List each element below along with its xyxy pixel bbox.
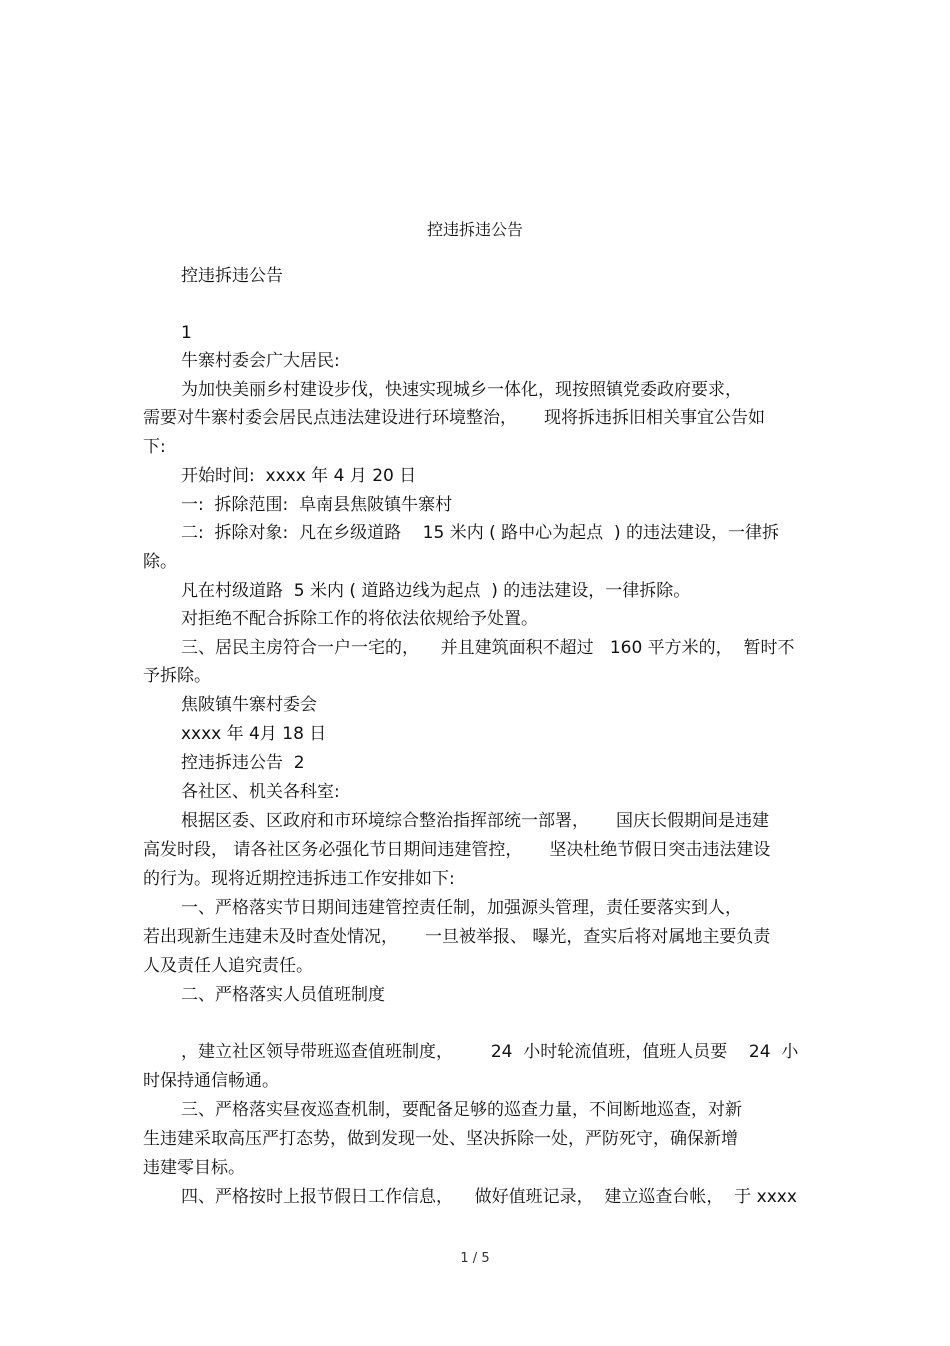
paragraph-line: 为加快美丽乡村建设步伐，快速实现城乡一体化，现按照镇党委政府要求， xyxy=(181,380,742,400)
salutation: 牛寨村委会广大居民: xyxy=(181,351,340,371)
signature-date: xxxx 年 4月 18 日 xyxy=(181,724,327,744)
paragraph-line: 生违建采取高压严打态势，做到发现一处、坚决拆除一处，严防死守，确保新增 xyxy=(143,1129,738,1149)
paragraph-line: 一、严格落实节日期间违建管控责任制，加强源头管理，责任要落实到人， xyxy=(181,898,742,918)
paragraph-line: 违建零目标。 xyxy=(143,1158,245,1178)
paragraph-line: 若出现新生违建未及时查处情况， 一旦被举报、 曝光，查实后将对属地主要负责 xyxy=(143,927,771,947)
salutation: 各社区、机关各科室: xyxy=(181,782,340,802)
paragraph-line: 凡在村级道路 5 米内 ( 道路边线为起点 ) 的违法建设，一律拆除。 xyxy=(181,581,691,601)
paragraph-line: 对拒绝不配合拆除工作的将依法依规给予处置。 xyxy=(181,609,538,629)
section-heading: 控违拆违公告 2 xyxy=(181,753,305,773)
paragraph-line: 二: 拆除对象: 凡在乡级道路 15 米内 ( 路中心为起点 ) 的违法建设，一律拆 xyxy=(181,523,780,543)
paragraph-line: 三、居民主房符合一户一宅的， 并且建筑面积不超过 160 平方米的， 暂时不 xyxy=(181,638,795,658)
paragraph-line: 一: 拆除范围: 阜南县焦陂镇牛寨村 xyxy=(181,495,453,515)
paragraph-line: 下: xyxy=(143,437,166,457)
paragraph-line: 高发时段， 请各社区务必强化节日期间违建管控， 坚决杜绝节假日突击违法建设 xyxy=(143,840,771,860)
paragraph-line: 除。 xyxy=(143,552,177,572)
paragraph-line: 开始时间: xxxx 年 4 月 20 日 xyxy=(181,466,417,486)
paragraph-line: 四、严格按时上报节假日工作信息， 做好值班记录， 建立巡查台帐， 于 xxxx xyxy=(181,1187,797,1207)
paragraph-line: 予拆除。 xyxy=(143,666,211,686)
subtitle: 控违拆违公告 xyxy=(181,266,283,286)
paragraph-line: 二、严格落实人员值班制度 xyxy=(181,985,385,1005)
paragraph-line: 人及责任人追究责任。 xyxy=(143,956,313,976)
page-indicator: 1 / 5 xyxy=(460,1251,490,1266)
section-number: 1 xyxy=(181,323,192,343)
paragraph-line: 三、严格落实昼夜巡查机制，要配备足够的巡查力量，不间断地巡查，对新 xyxy=(181,1100,742,1120)
document-title: 控违拆违公告 xyxy=(426,220,523,239)
paragraph-line: ，建立社区领导带班巡查值班制度， 24 小时轮流值班，值班人员要 24 小 xyxy=(181,1042,799,1062)
paragraph-line: 的行为。现将近期控违拆违工作安排如下: xyxy=(143,869,455,889)
paragraph-line: 根据区委、区政府和市环境综合整治指挥部统一部署， 国庆长假期间是违建 xyxy=(181,811,770,831)
paragraph-line: 需要对牛寨村委会居民点违法建设进行环境整治， 现将拆违拆旧相关事宜公告如 xyxy=(143,408,766,428)
paragraph-line: 时保持通信畅通。 xyxy=(143,1071,279,1091)
signature-org: 焦陂镇牛寨村委会 xyxy=(181,695,317,715)
